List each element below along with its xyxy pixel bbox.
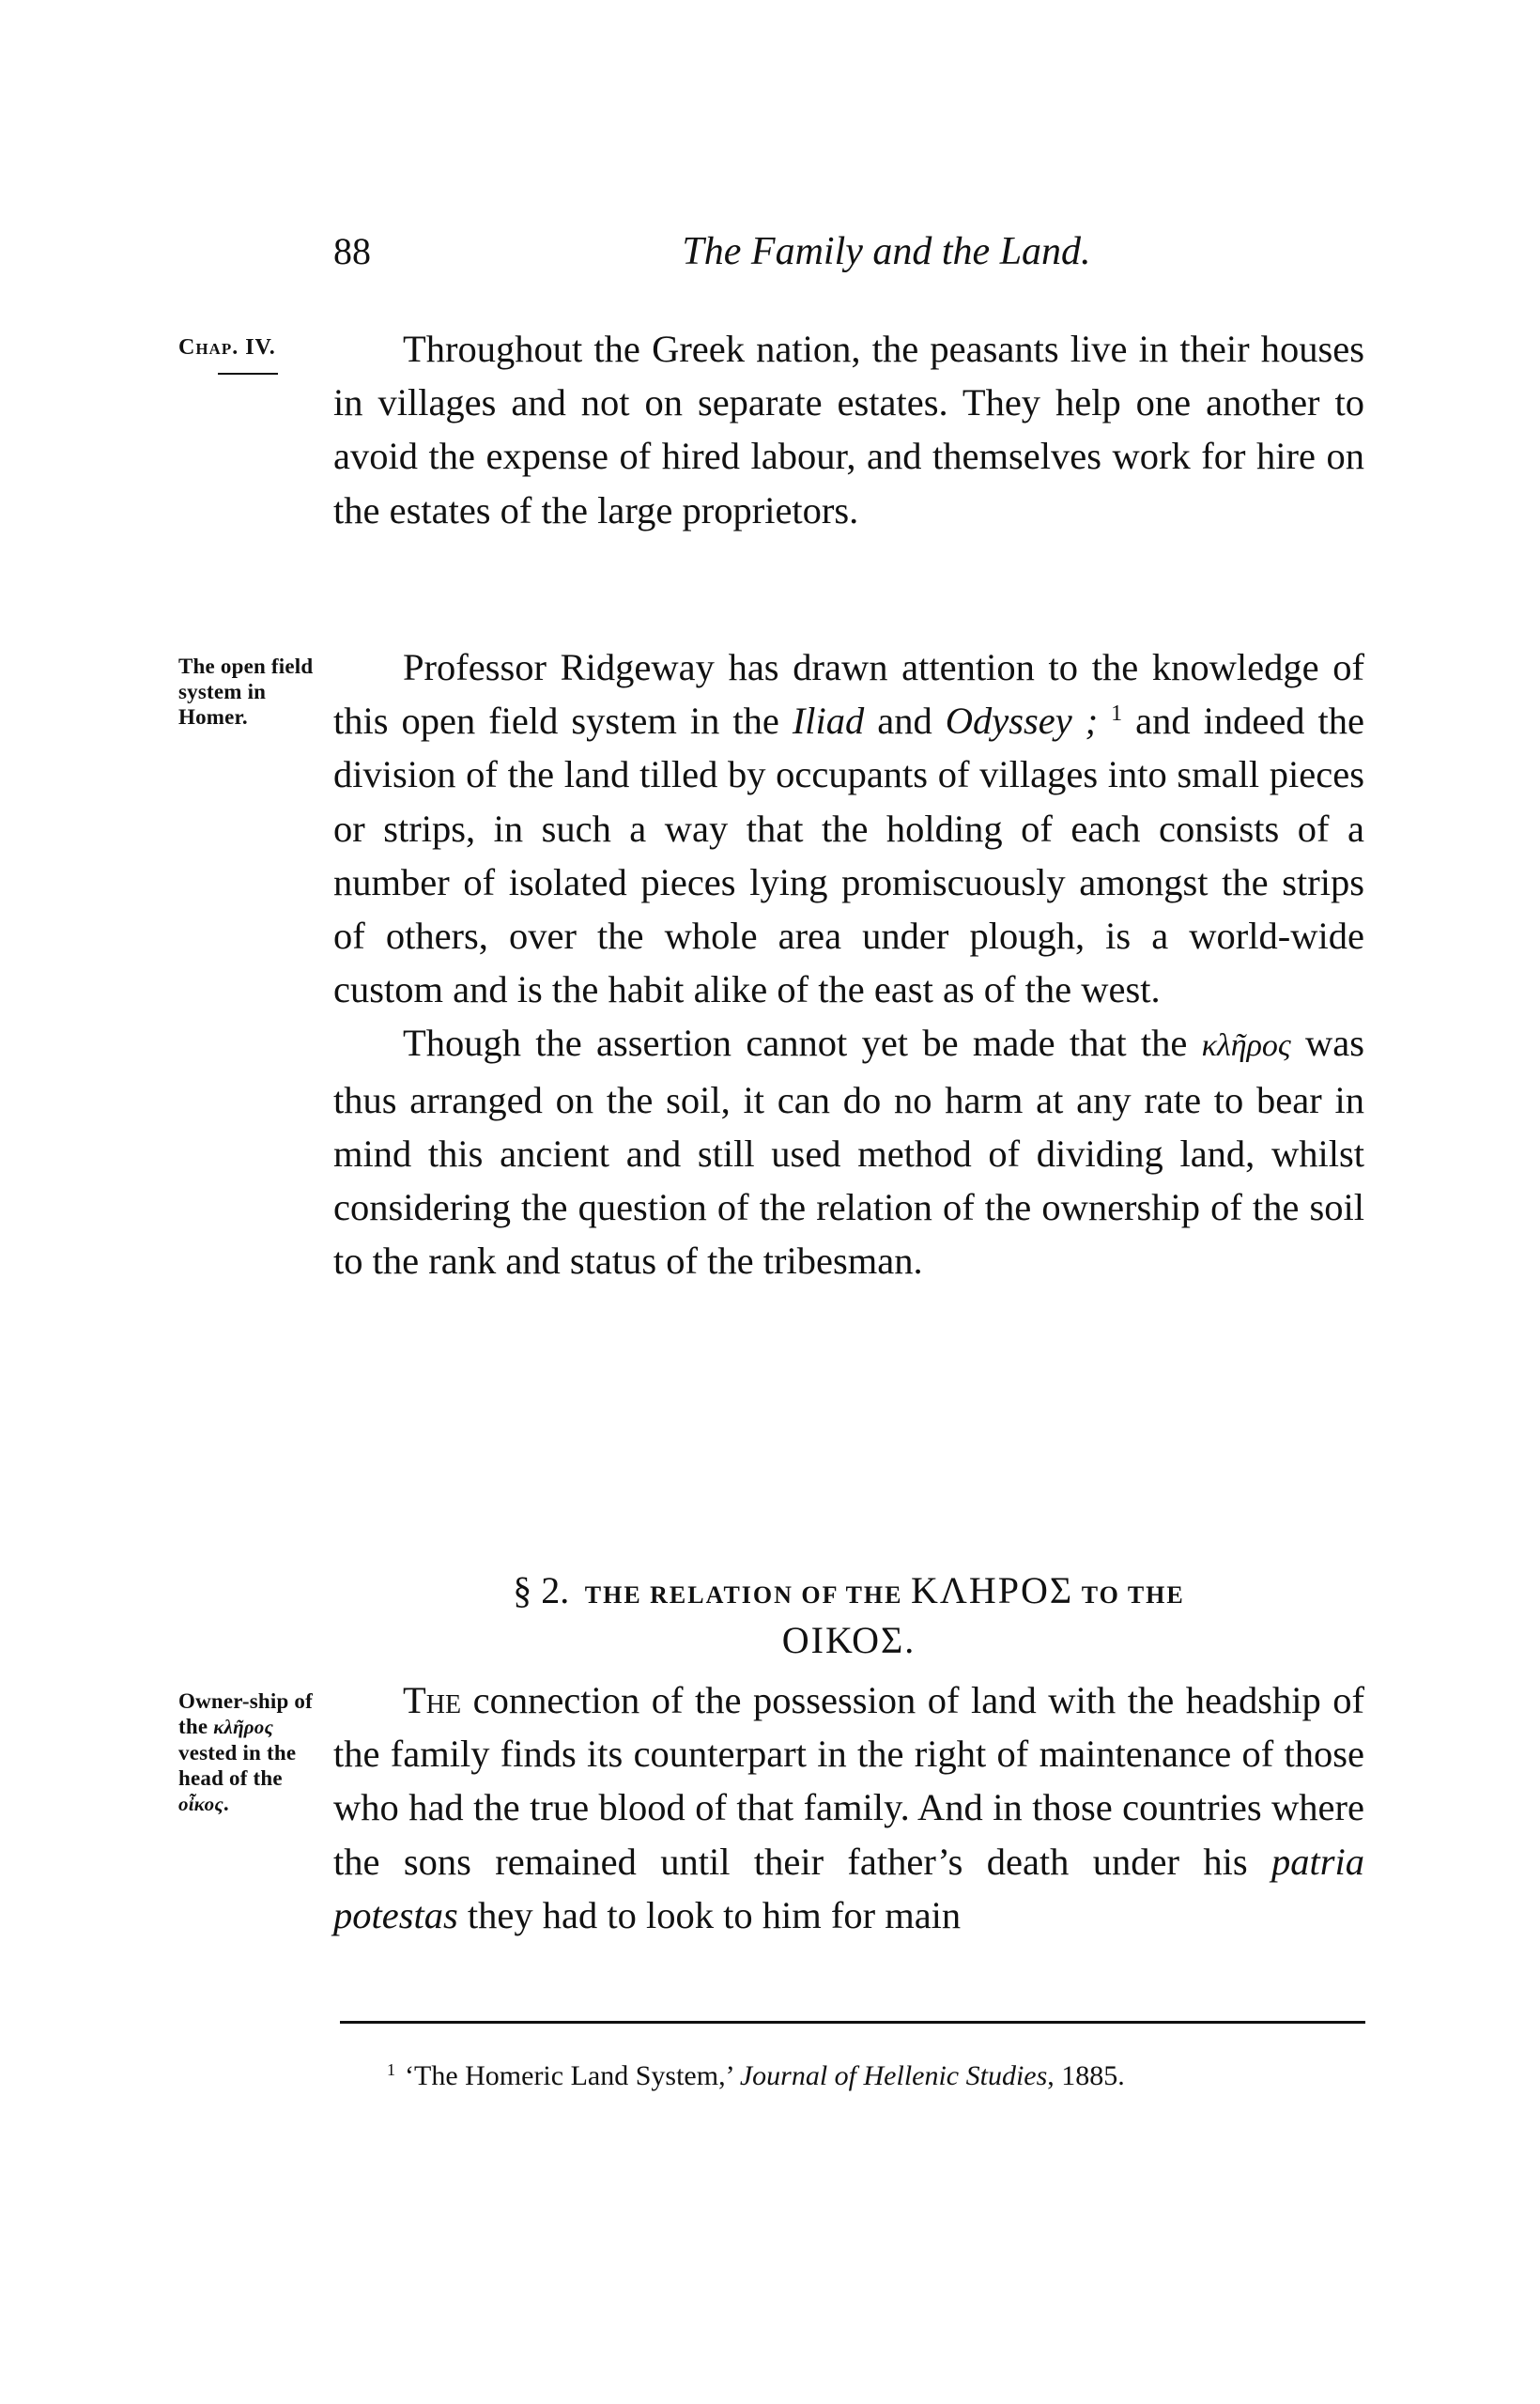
paragraph-text: Professor Ridgeway has drawn attention to the knowledge of this open field system in the Iliad and Odyssey ; $^1$ and indeed the division of the land tilled by occupants of villages into small pieces or strips, in such a way that the holding of each consists of a number of isolated pieces lying promiscuously amongst the strips of others, over the whole area under plough, is a world-wide custom and is the habit alike of the east as of the west.: [333, 646, 1364, 1011]
chapter-marker-rule: [218, 373, 278, 375]
footnote: $^1$ ‘The Homeric Land System,’ Journal of Hellenic Studies, 1885.: [387, 2060, 1125, 2091]
greek-term: κλῆρος: [1201, 1028, 1291, 1064]
running-title: The Family and the Land.: [682, 230, 1091, 273]
odyssey-title: Odyssey ;: [945, 700, 1099, 743]
journal-title: Journal of Hellenic Studies: [739, 2060, 1048, 2091]
paragraph-text: Throughout the Greek nation, the peasants live in their houses in villages and not on separate estates. They help one another to avoid the expense of hired labour, and themselves work for hire on the estates of the large proprietors.: [333, 328, 1364, 532]
footnote-rule: [340, 2021, 1365, 2024]
section-heading: § 2. THE RELATION OF THE ΚΛΗΡΟΣ TO THE ΟΙΚΟΣ.: [513, 1569, 1185, 1661]
section-number: § 2.: [513, 1569, 570, 1611]
sidenote-ownership: Owner-ship of the κλῆρος vested in the head of the οἶκος.: [178, 1689, 313, 1815]
sidenote-open-field: The open field system in Homer.: [178, 655, 314, 729]
paragraph-text: The connection of the possession of land with the headship of the family finds its counterpart in the right of maintenance of those who had the true blood of that family. And in those countries where the sons remained until their father’s death under his patria potestas they had to look to him for main: [333, 1679, 1364, 1936]
page-number: 88: [333, 230, 371, 272]
paragraph-connection: [333, 1673, 1364, 1942]
footnote-reference[interactable]: 1: [1111, 701, 1123, 727]
paragraph-kleros: Though the assertion cannot yet be made that the κλῆρος was thus arranged on the soil, it can do no harm at any rate to bear in mind this ancient and still used method of dividing land, whilst considering the question of the relation of the ownership of the soil to the rank and status of the tribesman.: [333, 1022, 1364, 1283]
footnote-mark: 1: [387, 2060, 395, 2079]
latin-term: patria potestas: [333, 1840, 1364, 1936]
running-head: [333, 225, 1364, 278]
paragraph-greek-peasants: [333, 322, 1364, 537]
iliad-title: Iliad: [792, 700, 865, 743]
paragraph-ridgeway: [333, 640, 1364, 1287]
chapter-marker: Chap. IV.: [178, 335, 276, 360]
